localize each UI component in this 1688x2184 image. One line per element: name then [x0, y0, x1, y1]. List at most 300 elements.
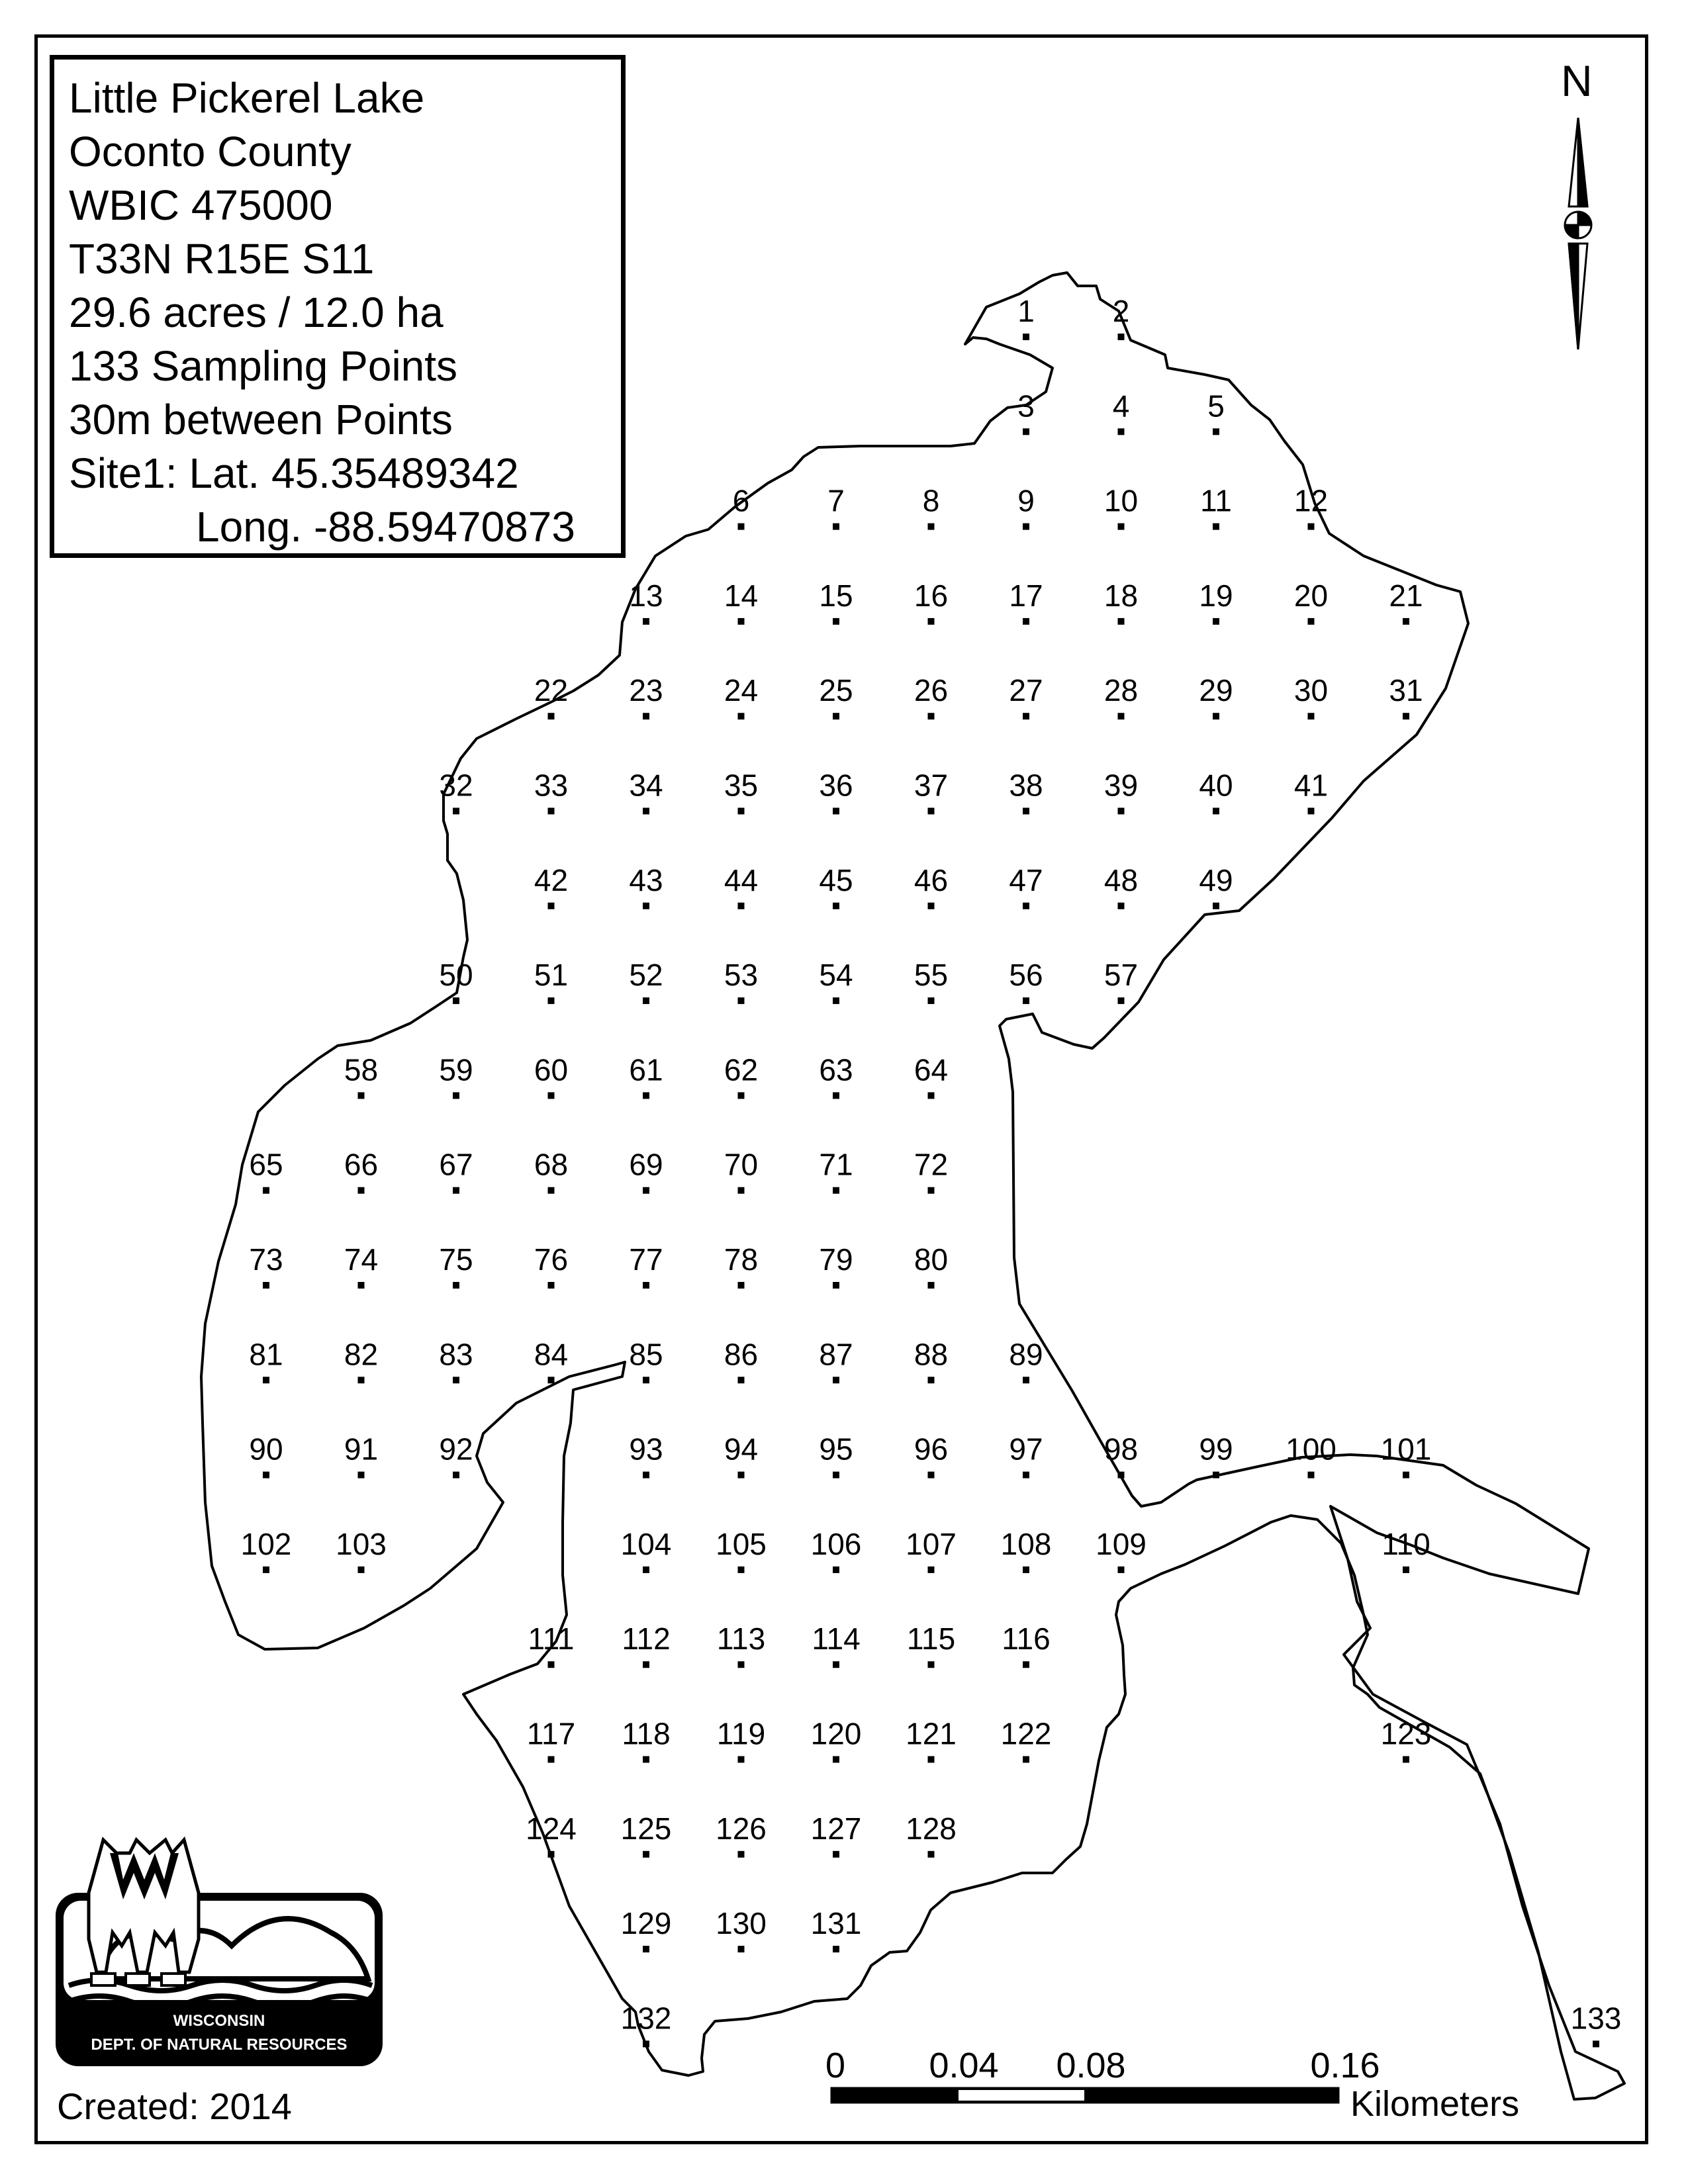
- sampling-point: [914, 863, 948, 909]
- sampling-point-marker: [1213, 428, 1219, 435]
- sampling-point: [1389, 578, 1423, 625]
- sampling-point-marker: [643, 1946, 649, 1952]
- sampling-point-marker: [1023, 618, 1029, 625]
- sampling-point: [439, 1052, 473, 1099]
- sampling-point-marker: [358, 1377, 365, 1383]
- sampling-point: [1199, 1432, 1233, 1479]
- wbic-code: WBIC 475000: [69, 181, 333, 229]
- sampling-point-label: 91: [344, 1432, 379, 1467]
- sampling-point: [1009, 863, 1043, 909]
- sampling-point-marker: [738, 1851, 745, 1858]
- sampling-point: [439, 1337, 473, 1383]
- sampling-point: [1294, 673, 1328, 719]
- sampling-point-label: 113: [716, 1621, 766, 1657]
- sampling-point: [1017, 484, 1035, 530]
- sampling-point-label: 64: [914, 1052, 949, 1087]
- sampling-point: [914, 1432, 948, 1479]
- sampling-point-label: 13: [629, 578, 663, 613]
- sampling-point-marker: [453, 1092, 459, 1099]
- sampling-point-label: 99: [1199, 1432, 1233, 1467]
- sampling-point-marker: [548, 1282, 555, 1289]
- sampling-point: [629, 1432, 663, 1479]
- sampling-point: [811, 1906, 862, 1952]
- sampling-point-label: 36: [819, 768, 853, 803]
- sampling-point-label: 60: [534, 1052, 569, 1087]
- sampling-point-marker: [643, 1661, 649, 1668]
- sampling-point-label: 31: [1389, 673, 1423, 708]
- sampling-point-marker: [833, 1377, 839, 1383]
- sampling-point-marker: [738, 1756, 745, 1763]
- sampling-point-marker: [738, 1946, 745, 1952]
- sampling-point-marker: [928, 1282, 935, 1289]
- sampling-point-label: 79: [819, 1242, 853, 1277]
- sampling-point-marker: [1403, 1472, 1409, 1479]
- sampling-point: [907, 1621, 955, 1668]
- sampling-point-label: 80: [914, 1242, 949, 1277]
- sampling-point-marker: [548, 713, 555, 719]
- sampling-point: [724, 863, 758, 909]
- sampling-point: [1009, 768, 1043, 815]
- sampling-point-marker: [1213, 1472, 1219, 1479]
- sampling-point: [923, 484, 940, 530]
- sampling-point: [344, 1337, 378, 1383]
- sampling-point-marker: [548, 808, 555, 815]
- sampling-point-marker: [1023, 808, 1029, 815]
- sampling-point: [629, 863, 663, 909]
- sampling-point-label: 17: [1009, 578, 1043, 613]
- sampling-point-marker: [1403, 1756, 1409, 1763]
- sampling-point: [811, 1717, 862, 1763]
- sampling-point-marker: [1023, 997, 1029, 1004]
- sampling-point-label: 34: [629, 768, 663, 803]
- sampling-point-label: 57: [1103, 958, 1139, 993]
- sampling-point: [724, 673, 758, 719]
- sampling-point: [914, 1148, 948, 1194]
- sampling-point-marker: [358, 1567, 365, 1573]
- scale-tick-3: 0.16: [1310, 2046, 1380, 2085]
- sampling-point-label: 58: [344, 1052, 379, 1087]
- sampling-point-label: 74: [344, 1242, 379, 1277]
- sampling-point: [733, 484, 750, 530]
- sampling-point: [1096, 1527, 1147, 1573]
- sampling-point-marker: [833, 1946, 839, 1952]
- sampling-point-label: 45: [819, 862, 853, 897]
- sampling-point-label: 130: [716, 1906, 767, 1941]
- sampling-point-label: 119: [716, 1716, 766, 1751]
- sampling-point: [1571, 2001, 1622, 2047]
- sampling-point-marker: [738, 1282, 745, 1289]
- sampling-point-marker: [738, 1472, 745, 1479]
- sampling-point-marker: [833, 523, 839, 530]
- sampling-point-label: 133: [1570, 2001, 1622, 2036]
- sampling-point-marker: [548, 1756, 555, 1763]
- sampling-point-label: 94: [724, 1432, 759, 1467]
- sampling-point-label: 29: [1199, 673, 1233, 708]
- sampling-point: [906, 1717, 957, 1763]
- sampling-point-label: 93: [629, 1432, 663, 1467]
- sampling-point-label: 73: [249, 1242, 283, 1277]
- sampling-point-label: 87: [819, 1337, 853, 1372]
- sampling-point-marker: [643, 808, 649, 815]
- sampling-point-marker: [738, 1661, 745, 1668]
- sampling-point-marker: [548, 1377, 555, 1383]
- sampling-point: [526, 1811, 577, 1858]
- county-name: Oconto County: [69, 128, 352, 175]
- sampling-point-label: 102: [240, 1526, 292, 1561]
- sampling-point-label: 62: [724, 1052, 759, 1087]
- sampling-point: [621, 1527, 672, 1573]
- map-info-box: [50, 55, 626, 558]
- sampling-point: [914, 578, 948, 625]
- sampling-point-marker: [833, 1661, 839, 1668]
- sampling-point-label: 43: [629, 862, 663, 897]
- sampling-point-label: 50: [439, 958, 473, 993]
- sampling-point-marker: [738, 523, 745, 530]
- sampling-point: [906, 1811, 957, 1858]
- sampling-point-label: 1: [1017, 294, 1035, 328]
- sampling-point: [811, 1527, 862, 1573]
- sampling-point-label: 53: [724, 958, 759, 993]
- sampling-point-label: 27: [1009, 673, 1043, 708]
- sampling-point-marker: [643, 713, 649, 719]
- sampling-point-label: 106: [810, 1526, 862, 1561]
- sampling-point-marker: [643, 903, 649, 909]
- dnr-logo: [56, 1840, 383, 2066]
- sampling-point: [534, 1337, 568, 1383]
- sampling-point-label: 55: [914, 958, 949, 993]
- sampling-point: [811, 1811, 862, 1858]
- sampling-point: [534, 1052, 568, 1099]
- sampling-point-marker: [738, 1092, 745, 1099]
- sampling-point-label: 3: [1017, 388, 1035, 424]
- sampling-point-label: 101: [1380, 1432, 1432, 1467]
- sampling-point-label: 22: [534, 673, 569, 708]
- sampling-point-marker: [1308, 523, 1315, 530]
- logo-line-1: WISCONSIN: [173, 2012, 265, 2030]
- sampling-point-label: 56: [1009, 958, 1043, 993]
- sampling-point-label: 2: [1112, 294, 1130, 328]
- sampling-point-marker: [928, 1187, 935, 1194]
- sampling-point-marker: [453, 808, 459, 815]
- sampling-point-label: 48: [1103, 862, 1139, 897]
- sampling-point-label: 72: [914, 1147, 949, 1182]
- sampling-point-marker: [548, 903, 555, 909]
- sampling-point-label: 51: [534, 958, 569, 993]
- sampling-point-label: 117: [526, 1716, 576, 1751]
- sampling-point-label: 128: [906, 1811, 957, 1846]
- sampling-point-marker: [643, 2040, 649, 2047]
- sampling-point: [622, 1717, 670, 1763]
- sampling-point-marker: [738, 1187, 745, 1194]
- north-arrow-icon: [1565, 118, 1591, 349]
- sampling-point-marker: [928, 1472, 935, 1479]
- sampling-point-label: 32: [439, 768, 473, 803]
- sampling-point: [249, 1242, 283, 1289]
- sampling-point-marker: [738, 997, 745, 1004]
- sampling-point: [534, 673, 568, 719]
- sampling-point-label: 71: [819, 1147, 853, 1182]
- sampling-point: [1104, 673, 1138, 719]
- sampling-point: [629, 1052, 663, 1099]
- sampling-point-marker: [643, 618, 649, 625]
- sampling-point: [827, 484, 845, 530]
- sampling-point: [629, 768, 663, 815]
- sampling-point: [1199, 863, 1233, 909]
- sampling-point-label: 111: [528, 1621, 575, 1657]
- sampling-point-marker: [1213, 808, 1219, 815]
- sampling-point: [1002, 1621, 1050, 1668]
- sampling-point: [819, 768, 853, 815]
- sampling-point-marker: [833, 808, 839, 815]
- sampling-point: [1009, 673, 1043, 719]
- sampling-point-marker: [263, 1282, 269, 1289]
- sampling-point-label: 127: [810, 1811, 862, 1846]
- sampling-point: [1200, 484, 1232, 530]
- sampling-point: [1104, 958, 1138, 1004]
- sampling-point: [249, 1148, 283, 1194]
- sampling-point-label: 115: [906, 1621, 956, 1657]
- sampling-point-marker: [263, 1567, 269, 1573]
- sampling-point-marker: [358, 1092, 365, 1099]
- sampling-point: [1001, 1527, 1052, 1573]
- sampling-point: [534, 1148, 568, 1194]
- sampling-point-marker: [1023, 713, 1029, 719]
- sampling-point-label: 82: [344, 1337, 379, 1372]
- sampling-point-marker: [738, 1377, 745, 1383]
- sampling-point-marker: [1308, 808, 1315, 815]
- sampling-point-marker: [643, 1377, 649, 1383]
- sampling-point: [724, 1052, 758, 1099]
- sampling-point-marker: [1118, 713, 1125, 719]
- sampling-point-label: 16: [914, 578, 949, 613]
- sampling-point: [249, 1337, 283, 1383]
- sampling-point: [527, 1717, 575, 1763]
- sampling-point-label: 54: [819, 958, 853, 993]
- sampling-point: [1104, 768, 1138, 815]
- sampling-point: [1009, 578, 1043, 625]
- sampling-point-label: 105: [716, 1526, 767, 1561]
- sampling-point-marker: [928, 523, 935, 530]
- sampling-point-label: 126: [716, 1811, 767, 1846]
- sampling-point-marker: [1403, 713, 1409, 719]
- sampling-point-marker: [358, 1282, 365, 1289]
- scale-unit: Kilometers: [1350, 2084, 1520, 2124]
- sampling-point-marker: [928, 1567, 935, 1573]
- sampling-point: [1104, 863, 1138, 909]
- sampling-point-marker: [738, 618, 745, 625]
- sampling-point-marker: [1213, 713, 1219, 719]
- sampling-point-label: 98: [1103, 1432, 1139, 1467]
- sampling-point-marker: [1023, 334, 1029, 340]
- sampling-point-label: 96: [914, 1432, 949, 1467]
- sampling-point: [724, 1148, 758, 1194]
- sampling-point-label: 8: [922, 483, 940, 518]
- scale-tick-2: 0.08: [1056, 2046, 1126, 2085]
- sampling-point-marker: [833, 1567, 839, 1573]
- sampling-point-marker: [738, 713, 745, 719]
- sampling-point: [629, 958, 663, 1004]
- sampling-point: [1009, 1337, 1043, 1383]
- sampling-point-marker: [1118, 903, 1125, 909]
- sampling-point-marker: [928, 1092, 935, 1099]
- sampling-point-marker: [1118, 428, 1125, 435]
- sampling-point-marker: [453, 997, 459, 1004]
- sampling-point-label: 6: [732, 483, 750, 518]
- sampling-point-label: 118: [622, 1716, 671, 1751]
- sampling-point-marker: [358, 1472, 365, 1479]
- sampling-point-marker: [928, 1377, 935, 1383]
- sampling-point-marker: [548, 1187, 555, 1194]
- sampling-point: [1104, 1432, 1138, 1479]
- sampling-point: [1199, 578, 1233, 625]
- sampling-point-label: 120: [810, 1716, 862, 1751]
- sampling-point: [629, 1148, 663, 1194]
- sampling-point-marker: [643, 1187, 649, 1194]
- sampling-point-label: 49: [1199, 862, 1233, 897]
- sampling-point: [812, 1621, 860, 1668]
- sampling-point-marker: [833, 713, 839, 719]
- sampling-point-marker: [263, 1377, 269, 1383]
- sampling-point: [914, 1242, 948, 1289]
- sampling-point-label: 78: [724, 1242, 759, 1277]
- sampling-point-label: 5: [1207, 388, 1225, 424]
- sampling-point: [336, 1527, 387, 1573]
- sampling-point-marker: [1023, 1377, 1029, 1383]
- sampling-point-label: 66: [344, 1147, 379, 1182]
- sampling-point: [906, 1527, 957, 1573]
- sampling-point-marker: [1308, 713, 1315, 719]
- sampling-point-label: 97: [1009, 1432, 1043, 1467]
- sampling-point-marker: [643, 1282, 649, 1289]
- sampling-point: [1382, 1527, 1430, 1573]
- scale-tick-0: 0: [825, 2046, 846, 2085]
- sampling-point: [621, 2001, 672, 2047]
- sampling-point-marker: [643, 1756, 649, 1763]
- sampling-point-label: 121: [906, 1716, 957, 1751]
- sampling-point: [241, 1527, 292, 1573]
- sampling-point-label: 23: [629, 673, 663, 708]
- plss-location: T33N R15E S11: [69, 235, 375, 283]
- sampling-point: [1009, 1432, 1043, 1479]
- sampling-point-label: 61: [629, 1052, 663, 1087]
- sampling-point-label: 122: [1000, 1716, 1052, 1751]
- sampling-point-label: 70: [724, 1147, 759, 1182]
- sampling-point-marker: [263, 1472, 269, 1479]
- sampling-point-label: 24: [724, 673, 759, 708]
- sampling-point-marker: [548, 1851, 555, 1858]
- sampling-point-label: 9: [1017, 483, 1035, 518]
- sampling-point-marker: [358, 1187, 365, 1194]
- sampling-point: [724, 958, 758, 1004]
- sampling-point-label: 35: [724, 768, 759, 803]
- sampling-point-label: 107: [906, 1526, 957, 1561]
- sampling-point: [819, 1052, 853, 1099]
- sampling-point-label: 76: [534, 1242, 569, 1277]
- sampling-point-label: 42: [534, 862, 569, 897]
- sampling-point-label: 59: [439, 1052, 473, 1087]
- sampling-point: [914, 1337, 948, 1383]
- sampling-point-marker: [1023, 1472, 1029, 1479]
- sampling-point: [1294, 578, 1328, 625]
- sampling-point-label: 12: [1293, 483, 1329, 518]
- sampling-point: [819, 958, 853, 1004]
- site-longitude: Long. -88.59470873: [196, 503, 575, 551]
- sampling-point-label: 39: [1103, 768, 1139, 803]
- sampling-point-marker: [928, 903, 935, 909]
- sampling-point-marker: [453, 1377, 459, 1383]
- sampling-point-label: 7: [827, 483, 845, 518]
- sampling-point: [629, 1337, 663, 1383]
- sampling-point-label: 116: [1002, 1621, 1051, 1657]
- sampling-point-label: 95: [819, 1432, 853, 1467]
- sampling-point: [914, 958, 948, 1004]
- sampling-point: [717, 1717, 765, 1763]
- point-spacing: 30m between Points: [69, 396, 453, 443]
- sampling-point-count: 133 Sampling Points: [69, 342, 458, 390]
- sampling-point: [1199, 673, 1233, 719]
- sampling-point-label: 112: [622, 1621, 671, 1657]
- scale-tick-1: 0.04: [929, 2046, 999, 2085]
- sampling-point: [534, 1242, 568, 1289]
- sampling-point: [1113, 388, 1130, 435]
- sampling-point-label: 47: [1009, 862, 1043, 897]
- sampling-point: [629, 578, 663, 625]
- sampling-point: [1286, 1432, 1336, 1479]
- sampling-point-label: 65: [249, 1147, 283, 1182]
- sampling-point-marker: [1118, 808, 1125, 815]
- sampling-point-label: 124: [526, 1811, 577, 1846]
- sampling-point-label: 20: [1293, 578, 1329, 613]
- sampling-point-marker: [548, 997, 555, 1004]
- sampling-point-marker: [1118, 523, 1125, 530]
- sampling-point-label: 25: [819, 673, 853, 708]
- sampling-point: [249, 1432, 283, 1479]
- sampling-point-label: 37: [914, 768, 949, 803]
- sampling-point-label: 33: [534, 768, 569, 803]
- sampling-point-marker: [1023, 523, 1029, 530]
- sampling-point: [819, 578, 853, 625]
- sampling-point: [1017, 294, 1035, 340]
- sampling-point-marker: [1118, 334, 1125, 340]
- sampling-point: [439, 958, 473, 1004]
- sampling-point: [717, 1621, 765, 1668]
- sampling-point-label: 84: [534, 1337, 569, 1372]
- sampling-point-label: 125: [620, 1811, 672, 1846]
- created-date: Created: 2014: [57, 2085, 292, 2127]
- sampling-point-label: 10: [1103, 483, 1139, 518]
- sampling-point-label: 114: [812, 1621, 861, 1657]
- sampling-point: [724, 578, 758, 625]
- sampling-point-label: 92: [439, 1432, 473, 1467]
- sampling-point-marker: [1023, 1661, 1029, 1668]
- sampling-point-marker: [643, 1092, 649, 1099]
- sampling-point-label: 86: [724, 1337, 759, 1372]
- sampling-point-marker: [1403, 1567, 1409, 1573]
- sampling-point: [534, 768, 568, 815]
- sampling-point-marker: [738, 903, 745, 909]
- sampling-point: [1207, 388, 1225, 435]
- sampling-point-marker: [1308, 1472, 1315, 1479]
- sampling-point-marker: [548, 1092, 555, 1099]
- lake-name: Little Pickerel Lake: [69, 74, 425, 122]
- sampling-point-marker: [928, 618, 935, 625]
- sampling-point: [1017, 388, 1035, 435]
- sampling-point-label: 108: [1000, 1526, 1052, 1561]
- sampling-point: [819, 1148, 853, 1194]
- sampling-point-label: 18: [1103, 578, 1139, 613]
- sampling-point-marker: [548, 1661, 555, 1668]
- sampling-point-marker: [453, 1472, 459, 1479]
